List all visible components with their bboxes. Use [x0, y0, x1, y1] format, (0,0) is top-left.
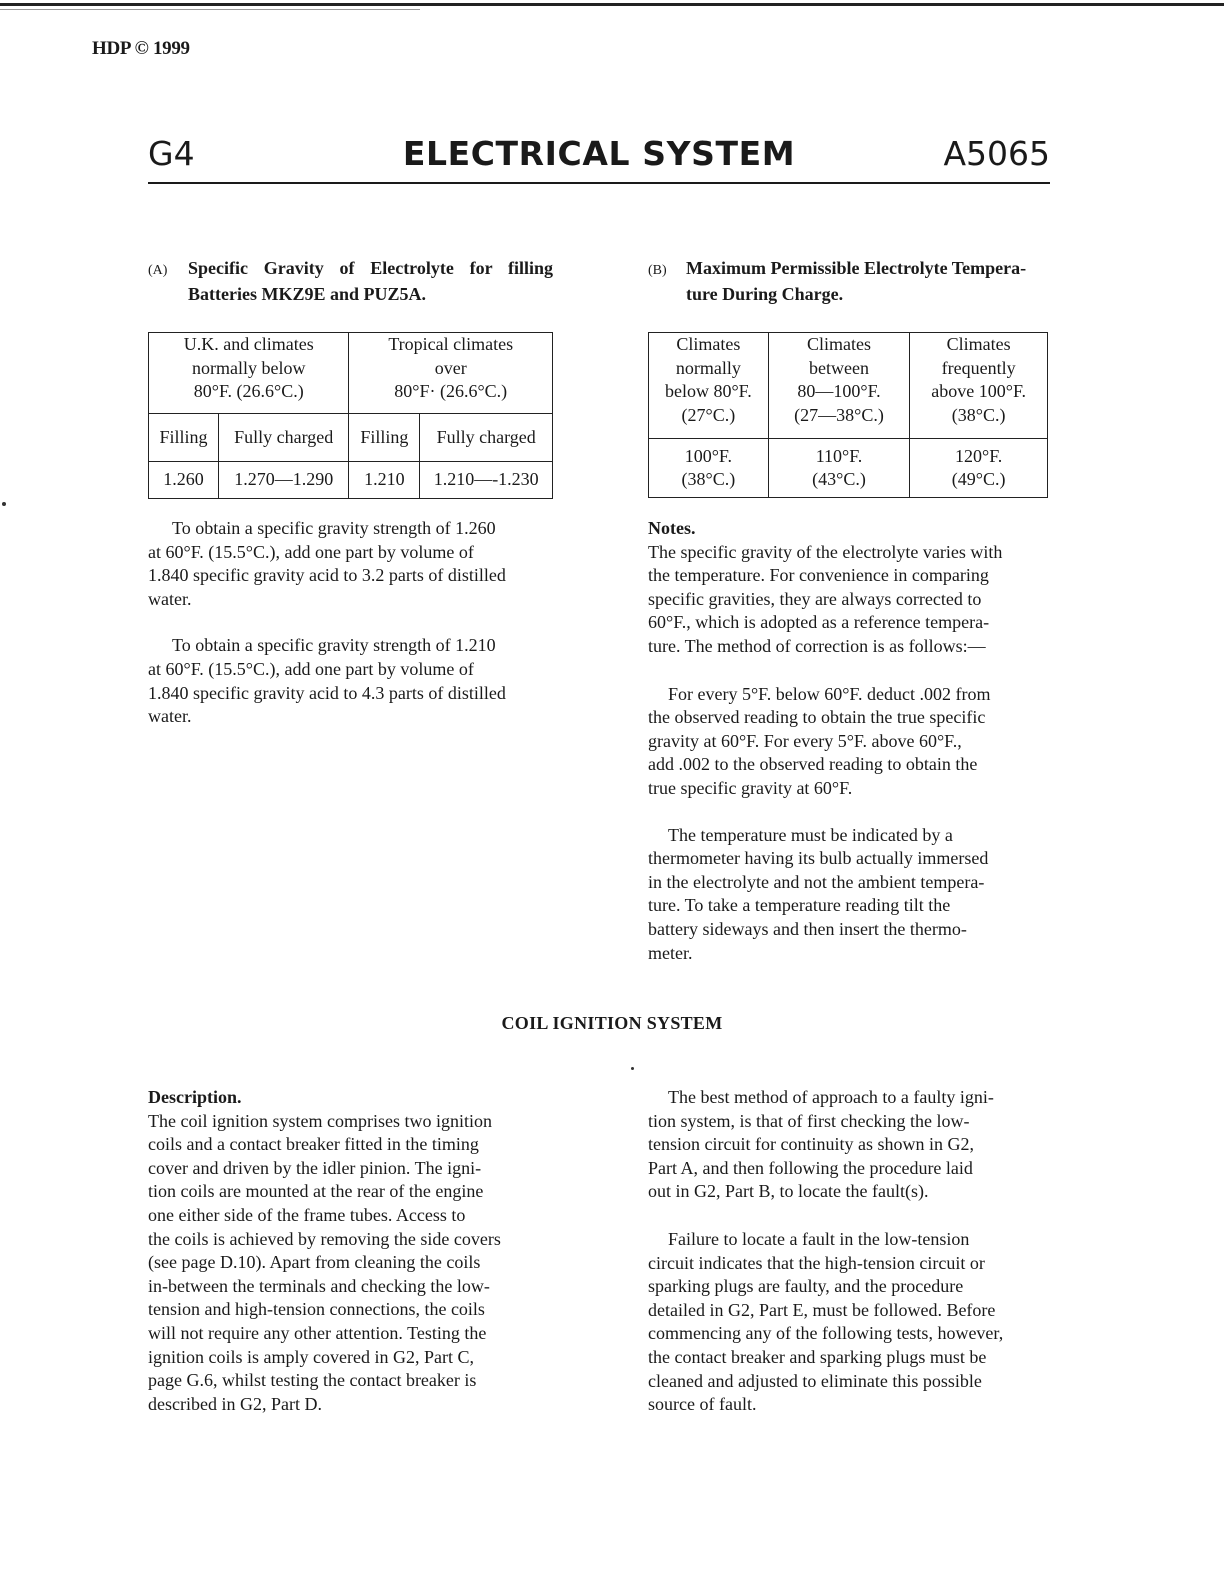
notes-section: [648, 517, 1050, 965]
table-a-title: [148, 257, 553, 306]
uk-climates-header: U.K. and climates normally below 80°F. (26.6°C.): [149, 333, 349, 414]
section-code: G4: [148, 134, 195, 173]
section-title: COIL IGNITION SYSTEM: [501, 1013, 723, 1033]
header-hot-climates: Climates frequently above 100°F. (38°C.): [931, 334, 1027, 425]
part-number: A5065: [943, 134, 1050, 173]
subheader-charged-tropical: Fully charged: [436, 426, 536, 447]
table-a-label: (A): [148, 263, 168, 278]
value-filling-uk: 1.260: [149, 462, 219, 499]
table-b-title: [648, 257, 1050, 306]
table-b-title-line1: Maximum Permissible Electrolyte Tempera-: [686, 258, 1027, 278]
max-temp-normal: 100°F. (38°C.): [649, 439, 769, 498]
max-temp-between: 110°F. (43°C.): [768, 439, 910, 498]
header-between-climates: Climates between 80—100°F. (27—38°C.): [768, 333, 910, 439]
copyright-notice: HDP © 1999: [92, 38, 190, 59]
page-title: ELECTRICAL SYSTEM: [402, 134, 796, 173]
fault-finding-section: [648, 1086, 1050, 1417]
page-header: [148, 134, 1050, 178]
top-border-thin-rule: [0, 9, 420, 10]
header-rule: [148, 182, 1050, 184]
description-section: [148, 1086, 553, 1416]
paragraph: The coil ignition system comprises two ignition coils and a contact breaker fitted in the timing cover and driven by the idler pinion. The igni- tion coils are mounted at the rear of the engine one either side of the frame tubes. Access to the coils is achieved by removing the side covers (see page D.10). Apart from cleaning the coils in-between the terminals and checking the low- tension and high-tension connections, the coils will not require any other attention. Testing the ignition coils is amply covered in G2, Part C, page G.6, whilst testing the contact breaker is described in G2, Part D.: [148, 1110, 501, 1414]
table-a-title-line1: Specific Gravity of Electrolyte for filling: [188, 258, 553, 278]
gravity-instructions: [148, 517, 553, 729]
subheader-charged-uk: Fully charged: [218, 414, 349, 462]
header-normal-climates: Climates normally below 80°F. (27°C.): [649, 333, 769, 439]
table-b-title-line2: ture During Charge.: [686, 283, 844, 304]
paragraph: For every 5°F. below 60°F. deduct .002 from the observed reading to obtain the true specific gravity at 60°F. For every 5°F. above 60°F., add .002 to the observed reading to obtain the true specific gravity at 60°F.: [648, 683, 991, 798]
tropical-climates-header: Tropical climates over 80°F· (26.6°C.): [388, 334, 514, 402]
notes-heading: Notes.: [648, 518, 696, 538]
description-heading: Description.: [148, 1087, 242, 1107]
scan-speck: [2, 502, 6, 506]
paragraph: To obtain a specific gravity strength of 1.210 at 60°F. (15.5°C.), add one part by volume of 1.840 specific gravity acid to 4.3 parts of distilled water.: [148, 635, 506, 727]
paragraph: To obtain a specific gravity strength of 1.260 at 60°F. (15.5°C.), add one part by volume of 1.840 specific gravity acid to 3.2 parts of distilled water.: [148, 518, 506, 609]
table-a-title-line2: Batteries MKZ9E and PUZ5A.: [188, 283, 426, 304]
paragraph: The best method of approach to a faulty igni- tion system, is that of first checking the low- tension circuit for continuity as shown in G2, Part A, and then following the procedure laid out in G2, Part B, to locate the fault(s).: [648, 1087, 994, 1202]
value-charged-uk: 1.270—1.290: [218, 462, 349, 499]
paragraph: The specific gravity of the electrolyte varies with the temperature. For convenience in comparing specific gravities, they are always corrected to 60°F., which is adopted as a reference tempera- ture. The method of correction is as follows:—: [648, 541, 1003, 656]
paragraph: The temperature must be indicated by a thermometer having its bulb actually immersed in the electrolyte and not the ambient tempera- ture. To take a temperature reading tilt the battery sideways and then insert the thermo- meter.: [648, 824, 989, 963]
scan-speck: [631, 1067, 634, 1070]
table-a-section: [148, 257, 553, 499]
value-filling-tropical: 1.210: [349, 462, 420, 499]
specific-gravity-table: [148, 332, 553, 499]
paragraph: Failure to locate a fault in the low-tension circuit indicates that the high-tension circuit or sparking plugs are faulty, and the procedure detailed in G2, Part E, must be followed. Before commencing any of the following tests, however, the contact breaker and sparking plugs must be cleaned and adjusted to eliminate this possible source of fault.: [648, 1228, 1004, 1415]
value-charged-tropical: 1.210—-1.230: [433, 469, 539, 490]
table-b-label: (B): [648, 263, 667, 278]
subheader-filling-uk: Filling: [149, 414, 219, 462]
table-b-section: [648, 257, 1050, 498]
top-border-rule: [0, 3, 1224, 6]
max-temperature-table: [648, 332, 1048, 498]
max-temp-hot: 120°F. (49°C.): [951, 445, 1006, 490]
subheader-filling-tropical: Filling: [349, 414, 420, 462]
